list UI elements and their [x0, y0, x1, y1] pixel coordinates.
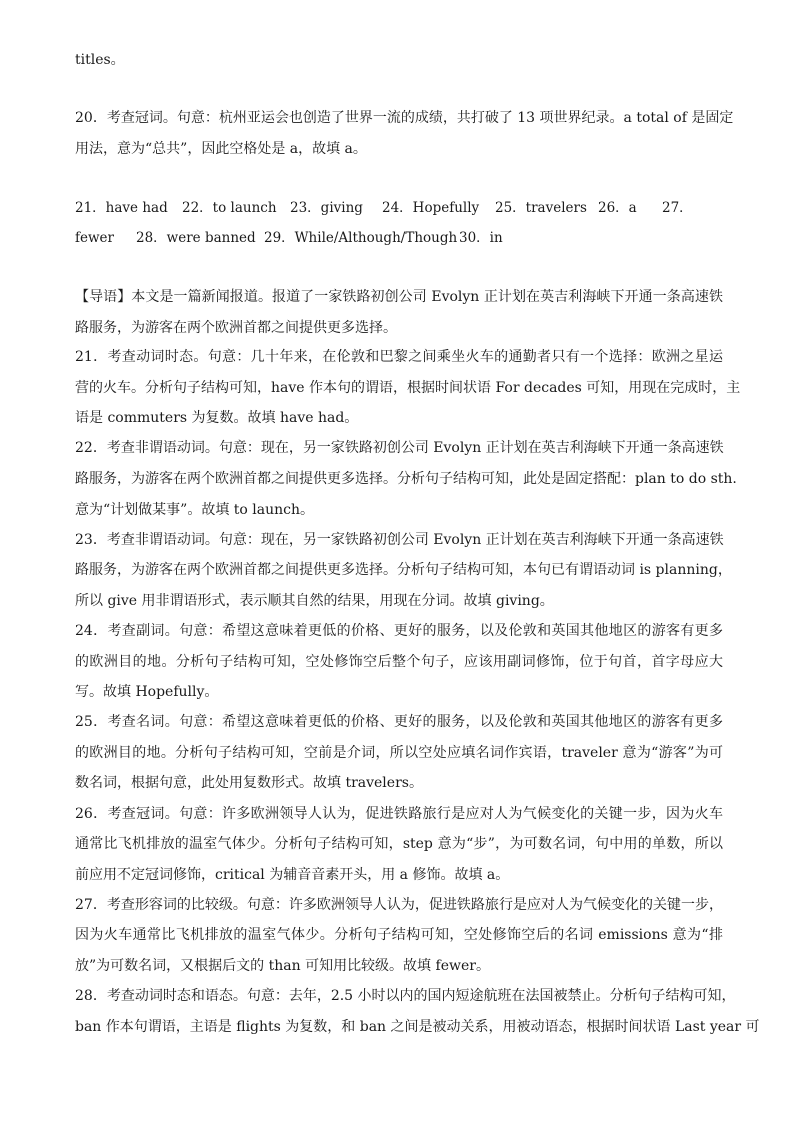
text-line: 数名词，根据句意，此处用复数形式。故填 travelers。	[75, 775, 423, 791]
answer-item: 29．While/Although/Though	[264, 230, 458, 246]
answer-item: fewer	[75, 230, 114, 246]
text-line: 因为火车通常比飞机排放的温室气体少。分析句子结构可知，空处修饰空后的名词 emissions 意为“排	[75, 927, 723, 943]
answer-item: 24．Hopefully	[382, 200, 480, 216]
answer-item: 22．to launch	[182, 200, 277, 216]
text-line: titles。	[75, 52, 125, 68]
lead-in-text: 【导语】本文是一篇新闻报道。报道了一家铁路初创公司 Evolyn 正计划在英吉利海峡下开通一条高速铁	[75, 289, 723, 305]
text-line: 27．考查形容词的比较级。句意：许多欧洲领导人认为，促进铁路旅行是应对人为气候变化的关键一步，	[75, 897, 723, 913]
text-line: 写。故填 Hopefully。	[75, 684, 219, 700]
answer-item: 23．giving	[290, 200, 363, 216]
text-line: 25．考查名词。句意：希望这意味着更低的价格、更好的服务，以及伦敦和英国其他地区的游客有更多	[75, 714, 723, 730]
text-line: 24．考查副词。句意：希望这意味着更低的价格、更好的服务，以及伦敦和英国其他地区的游客有更多	[75, 623, 723, 639]
text-line: 放”为可数名词，又根据后文的 than 可知用比较级。故填 fewer。	[75, 958, 490, 974]
text-line: 26．考查冠词。句意：许多欧洲领导人认为，促进铁路旅行是应对人为气候变化的关键一步，因为火车	[75, 806, 723, 822]
answer-key-row	[75, 199, 693, 217]
text-line: 通常比飞机排放的温室气体少。分析句子结构可知，step 意为“步”，为可数名词，句中用的单数，所以	[75, 836, 723, 852]
text-line: 意为“计划做某事”。故填 to launch。	[75, 502, 314, 518]
lead-in-text: 路服务，为游客在两个欧洲首都之间提供更多选择。	[75, 320, 397, 336]
text-line: 语是 commuters 为复数。故填 have had。	[75, 410, 359, 426]
answer-item: 27．	[662, 200, 693, 216]
text-line: 前应用不定冠词修饰，critical 为辅音音素开头，用 a 修饰。故填 a。	[75, 867, 510, 883]
text-line: 22．考查非谓语动词。句意：现在，另一家铁路初创公司 Evolyn 正计划在英吉利海峡下开通一条高速铁	[75, 440, 724, 456]
text-line: 路服务，为游客在两个欧洲首都之间提供更多选择。分析句子结构可知，此处是固定搭配：plan to do sth.	[75, 471, 737, 487]
answer-item: 25．travelers	[495, 200, 587, 216]
text-line: 20．考查冠词。句意：杭州亚运会也创造了世界一流的成绩，共打破了 13 项世界纪录。a total of 是固定	[75, 110, 734, 126]
text-line: 的欧洲目的地。分析句子结构可知，空前是介词，所以空处应填名词作宾语，traveler 意为“游客”为可	[75, 745, 723, 761]
text-line: 28．考查动词时态和语态。句意：去年，2.5 小时以内的国内短途航班在法国被禁止。分析句子结构可知，	[75, 988, 736, 1004]
answer-item: 30．in	[459, 230, 503, 246]
text-line: 23．考查非谓语动词。句意：现在，另一家铁路初创公司 Evolyn 正计划在英吉利海峡下开通一条高速铁	[75, 532, 724, 548]
text-line: 用法，意为“总共”，因此空格处是 a，故填 a。	[75, 141, 367, 157]
text-line: 所以 give 用非谓语形式，表示顺其自然的结果，用现在分词。故填 giving。	[75, 593, 554, 609]
answer-item: 21．have had	[75, 200, 168, 216]
answer-item: 26．a	[598, 200, 637, 216]
answer-item: 28．were banned	[136, 230, 256, 246]
text-line: 21．考查动词时态。句意：几十年来，在伦敦和巴黎之间乘坐火车的通勤者只有一个选择：欧洲之星运	[75, 349, 723, 365]
answer-key-row	[75, 229, 503, 247]
text-line: ban 作本句谓语，主语是 flights 为复数，和 ban 之间是被动关系，用被动语态，根据时间状语 Last year 可	[75, 1019, 760, 1035]
text-line: 的欧洲目的地。分析句子结构可知，空处修饰空后整个句子，应该用副词修饰，位于句首，首字母应大	[75, 654, 723, 670]
text-line: 路服务，为游客在两个欧洲首都之间提供更多选择。分析句子结构可知，本句已有谓语动词 is planning，	[75, 562, 732, 578]
text-line: 营的火车。分析句子结构可知，have 作本句的谓语，根据时间状语 For decades 可知，用现在完成时，主	[75, 380, 741, 396]
